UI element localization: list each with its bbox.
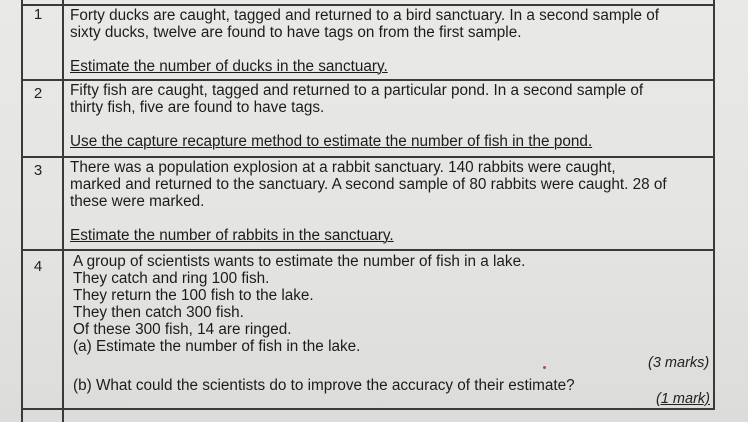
question-number-2: 2 — [33, 85, 43, 102]
number-column-divider — [62, 0, 64, 422]
table-top-border — [21, 4, 714, 6]
table-left-border — [21, 0, 23, 422]
question-4-line-1: A group of scientists wants to estimate the number of fish in a lake. — [73, 253, 526, 270]
marks-part-a: (3 marks) — [648, 355, 710, 371]
question-1-text: Forty ducks are caught, tagged and returned to a bird sanctuary. In a second sample of sixty ducks, twelve are found to have tags on from the first sample. — [70, 7, 659, 41]
question-number-1: 1 — [33, 6, 43, 23]
row-divider-1 — [21, 79, 714, 81]
question-4-line-3: They return the 100 fish to the lake. — [73, 287, 314, 304]
row-divider-3 — [21, 249, 714, 251]
question-1-instruction: Estimate the number of ducks in the sanctuary. — [70, 58, 388, 75]
question-2-instruction: Use the capture recapture method to estimate the number of fish in the pond. — [70, 133, 593, 150]
question-number-4: 4 — [33, 258, 43, 275]
question-number-3: 3 — [33, 162, 43, 179]
question-2 — [70, 82, 720, 150]
question-4-line-5: Of these 300 fish, 14 are ringed. — [73, 321, 292, 338]
pen-mark — [543, 366, 546, 369]
question-4-part-b: (b) What could the scientists do to improve the accuracy of their estimate? — [73, 377, 575, 394]
table-bottom-border — [21, 408, 714, 410]
row-divider-2 — [21, 156, 714, 158]
question-4-part-a: (a) Estimate the number of fish in the lake. — [73, 338, 361, 355]
question-4 — [73, 253, 723, 355]
question-3 — [70, 159, 720, 244]
question-3-text: There was a population explosion at a rabbit sanctuary. 140 rabbits were caught, marked and returned to the sanctuary. A second sample of 80 rabbits were caught. 28 of these were marked. — [70, 159, 667, 210]
question-4-line-4: They then catch 300 fish. — [73, 304, 244, 321]
question-4-line-2: They catch and ring 100 fish. — [73, 270, 270, 287]
question-1 — [70, 7, 720, 75]
question-3-instruction: Estimate the number of rabbits in the sanctuary. — [70, 227, 394, 244]
question-2-text: Fifty fish are caught, tagged and returned to a particular pond. In a second sample of thirty fish, five are found to have tags. — [70, 82, 644, 116]
question-4-part-b-wrap — [73, 377, 723, 394]
marks-part-b: (1 mark) — [656, 391, 710, 407]
